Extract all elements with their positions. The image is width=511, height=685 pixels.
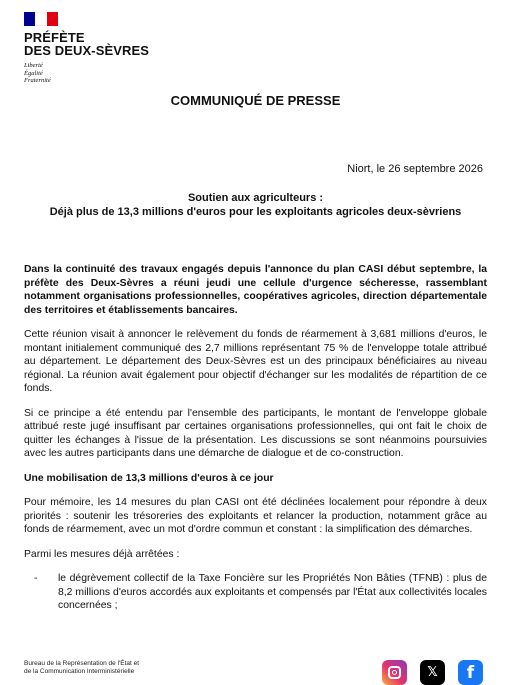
lead-paragraph: Dans la continuité des travaux engagés depuis l'annonce du plan CASI début septembre, la préfète des Deux-Sèvres a réuni jeudi une cellule d'urgence sécheresse, rassemblant notamment organisations professionnelles, coopératives agricoles, direction départementale des territoires et établissements bancaires. [24, 264, 487, 316]
document-body [24, 263, 487, 613]
french-flag-icon [24, 12, 58, 26]
document-subtitle [24, 191, 487, 219]
instagram-icon[interactable] [382, 660, 407, 685]
body-paragraph-4: Parmi les mesures déjà arrêtées : [24, 548, 180, 560]
list-item-text: le dégrèvement collectif de la Taxe Foncière sur les Propriétés Non Bâties (TFNB) : plus de 8,2 millions d'euros accordés aux exploitants et compensés par l'État aux collectivités locales concernées ; [58, 573, 487, 611]
body-paragraph-2: Si ce principe a été entendu par l'ensemble des participants, le montant de l'enveloppe globale attribué reste jugé insuffisant par certaines organisations professionnelles, qui ont fait le choix de quitter les échanges à l'issue de la présentation. Les discussions se sont néanmoins poursuivies avec les autres participants dans une démarche de dialogue et de co-construction. [24, 407, 487, 459]
x-icon[interactable]: 𝕏 [420, 660, 445, 685]
body-paragraph-1: Cette réunion visait à annoncer le relèvement du fonds de réarmement à 3,681 millions d'euros, le montant initialement communiqué des 2,7 millions représentant 75 % de l'enveloppe totale attribué au département. Le département des Deux-Sèvres est un des principaux bénéficiaires au niveau régional. La réunion avait également pour objectif d'échanger sur les modalités de répartition de ce fonds. [24, 329, 487, 394]
document-date: Niort, le 26 septembre 2026 [347, 163, 483, 175]
list-dash: - [34, 573, 38, 584]
motto-fraternite: Fraternité [24, 77, 51, 84]
republic-motto [24, 62, 149, 85]
subtitle-line2: Déjà plus de 13,3 millions d'euros pour les exploitants agricoles deux-sèvriens [49, 206, 462, 218]
section-heading: Une mobilisation de 13,3 millions d'euros à ce jour [24, 472, 274, 484]
list-item [24, 572, 487, 613]
document-title: COMMUNIQUÉ DE PRESSE [170, 93, 341, 108]
motto-liberte: Liberté [24, 62, 43, 69]
body-paragraph-3: Pour mémoire, les 14 mesures du plan CASI ont été déclinées localement pour répondre à deux priorités : soutenir les trésoreries des exploitants et relancer la production, notamment grâce au fonds de réarmement, avec un mot d'ordre commun et constant : la simplification des démarches. [24, 497, 487, 535]
facebook-icon[interactable]: f [458, 660, 483, 685]
social-links [382, 660, 483, 685]
org-name-line2: DES DEUX-SÈVRES [24, 43, 150, 58]
footer-office [24, 660, 139, 676]
motto-egalite: Égalité [24, 69, 43, 77]
prefecture-logo [24, 12, 149, 85]
footer-line1: Bureau de la Représentation de l'État et [24, 660, 140, 667]
org-name-line1: PRÉFÈTE [24, 30, 85, 45]
subtitle-line1: Soutien aux agriculteurs : [187, 192, 324, 204]
footer-line2: de la Communication Interministérielle [24, 668, 135, 675]
